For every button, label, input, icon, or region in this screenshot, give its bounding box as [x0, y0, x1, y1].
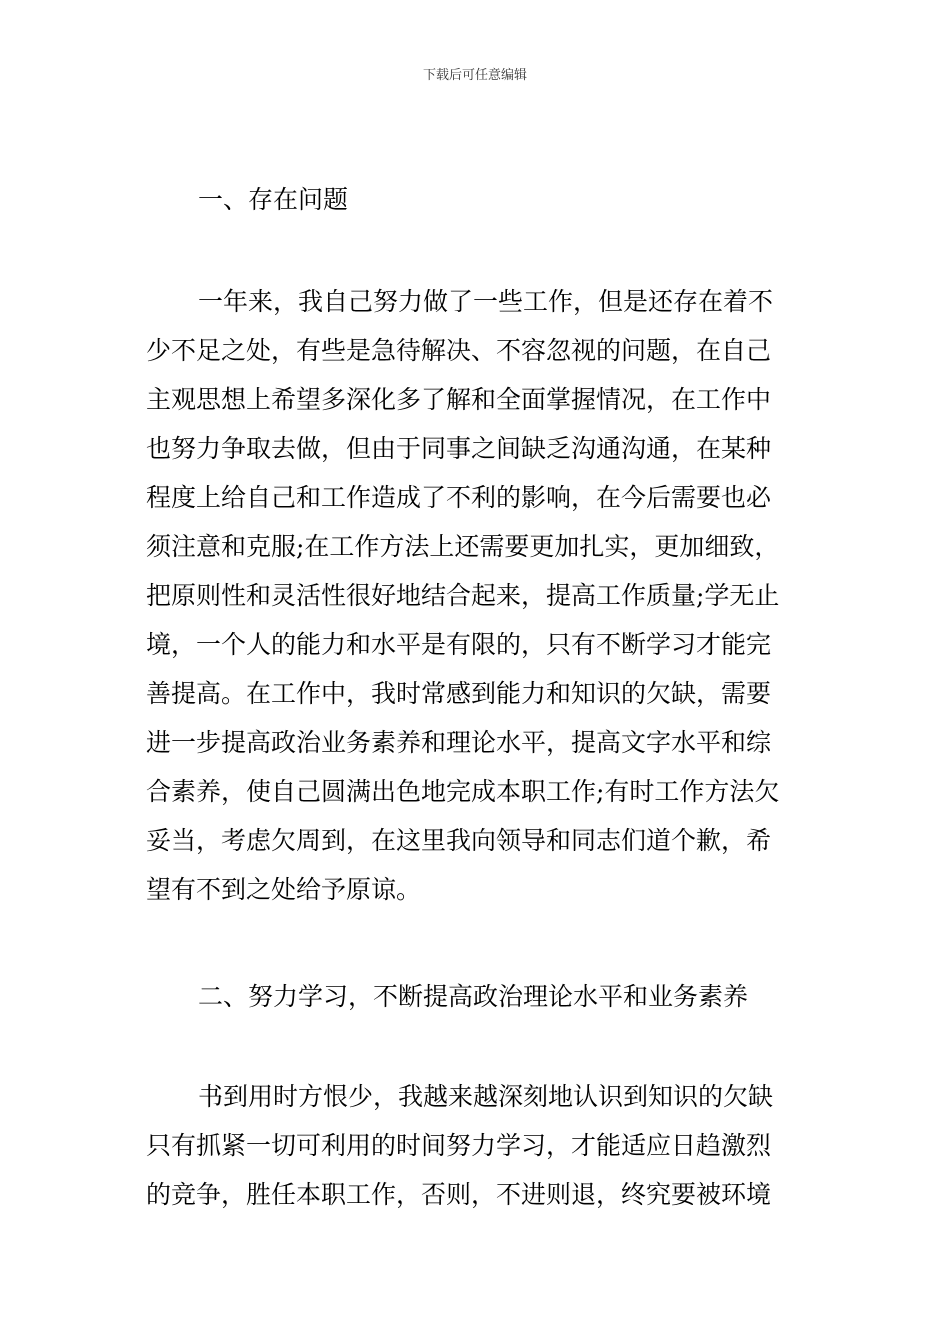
section-1-heading: 一、存在问题: [198, 185, 349, 214]
paragraph-line: 合素养，使自己圆满出色地完成本职工作;有时工作方法欠: [146, 777, 780, 806]
section-2-paragraph: [146, 1072, 810, 1219]
paragraph-line: 须注意和克服;在工作方法上还需要更加扎实，更加细致，: [146, 532, 780, 561]
section-1-paragraph: [146, 277, 810, 914]
paragraph-line: 把原则性和灵活性很好地结合起来，提高工作质量;学无止: [146, 581, 780, 610]
paragraph-line: 善提高。在工作中，我时常感到能力和知识的欠缺，需要: [146, 679, 772, 708]
paragraph-line: 的竞争，胜任本职工作，否则，不进则退，终究要被环境: [146, 1180, 772, 1209]
paragraph-line: 望有不到之处给予原谅。: [146, 875, 422, 904]
paragraph-line: 主观思想上希望多深化多了解和全面掌握情况，在工作中: [146, 385, 772, 414]
paragraph-line: 书到用时方恨少，我越来越深刻地认识到知识的欠缺: [198, 1082, 774, 1111]
paragraph-line: 少不足之处，有些是急待解决、不容忽视的问题，在自己: [146, 336, 772, 365]
section-2-heading: 二、努力学习，不断提高政治理论水平和业务素养: [198, 982, 749, 1011]
paragraph-line: 进一步提高政治业务素养和理论水平，提高文字水平和综: [146, 728, 772, 757]
header-note: 下载后可任意编辑: [422, 68, 527, 83]
paragraph-line: 境，一个人的能力和水平是有限的，只有不断学习才能完: [146, 630, 772, 659]
paragraph-line: 一年来，我自己努力做了一些工作，但是还存在着不: [198, 287, 774, 316]
paragraph-line: 程度上给自己和工作造成了不利的影响，在今后需要也必: [146, 483, 772, 512]
paragraph-line: 妥当，考虑欠周到，在这里我向领导和同志们道个歉，希: [146, 826, 772, 855]
paragraph-line: 也努力争取去做，但由于同事之间缺乏沟通沟通，在某种: [146, 434, 772, 463]
paragraph-line: 只有抓紧一切可利用的时间努力学习，才能适应日趋激烈: [146, 1131, 772, 1160]
